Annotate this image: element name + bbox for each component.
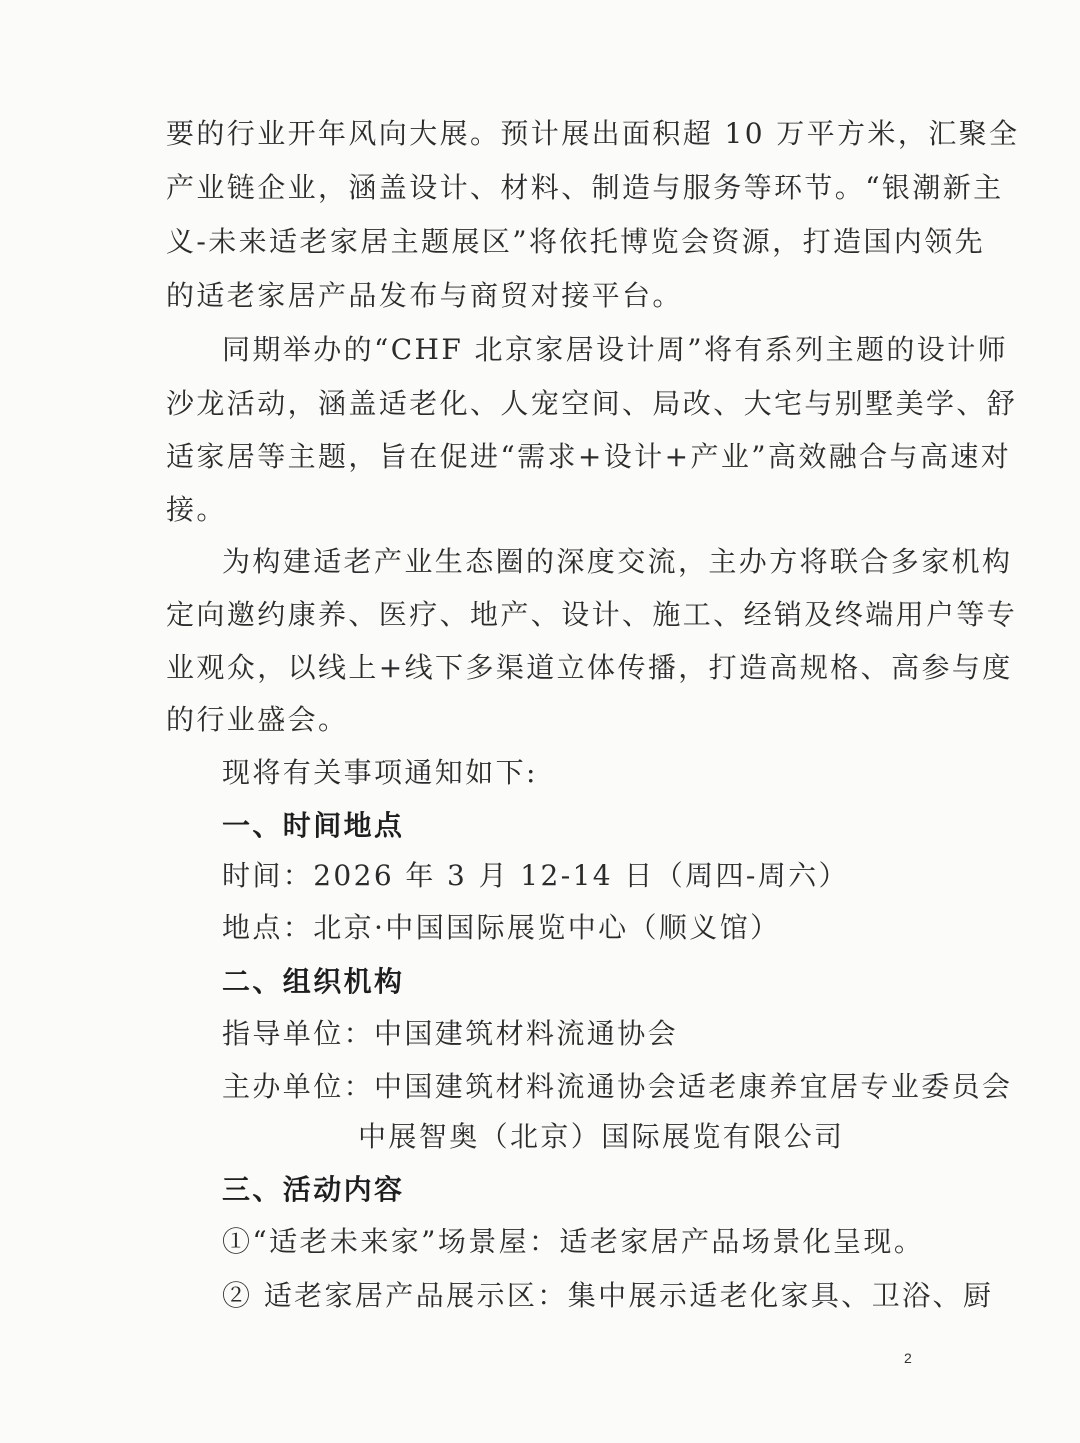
section-heading: 三、活动内容 xyxy=(222,1173,405,1206)
list-item: ② 适老家居产品展示区：集中展示适老化家具、卫浴、厨 xyxy=(222,1279,994,1312)
paragraph-line: 适家居等主题，旨在促进“需求+设计+产业”高效融合与高速对 xyxy=(166,440,1012,473)
paragraph-line: 同期举办的“CHF 北京家居设计周”将有系列主题的设计师 xyxy=(222,333,1009,366)
paragraph-line: 定向邀约康养、医疗、地产、设计、施工、经销及终端用户等专 xyxy=(166,598,1018,631)
paragraph-line: 为构建适老产业生态圈的深度交流，主办方将联合多家机构 xyxy=(222,545,1013,578)
paragraph-line: 业观众，以线上+线下多渠道立体传播，打造高规格、高参与度 xyxy=(166,651,1013,684)
list-item: ①“适老未来家”场景屋：适老家居产品场景化呈现。 xyxy=(222,1225,925,1258)
detail-line: 时间：2026 年 3 月 12-14 日（周四-周六） xyxy=(222,859,849,892)
detail-line: 主办单位：中国建筑材料流通协会适老康养宜居专业委员会 xyxy=(222,1070,1013,1103)
section-heading: 一、时间地点 xyxy=(222,809,405,842)
paragraph-line: 的适老家居产品发布与商贸对接平台。 xyxy=(166,279,683,312)
paragraph-line: 接。 xyxy=(166,493,227,526)
paragraph-line: 产业链企业，涵盖设计、材料、制造与服务等环节。“银潮新主 xyxy=(166,171,1004,204)
paragraph-line: 的行业盛会。 xyxy=(166,703,349,736)
paragraph-line: 现将有关事项通知如下: xyxy=(222,756,538,789)
section-heading: 二、组织机构 xyxy=(222,965,405,998)
page-number: 2 xyxy=(904,1350,912,1366)
paragraph-line: 要的行业开年风向大展。预计展出面积超 10 万平方米，汇聚全 xyxy=(166,117,1020,150)
detail-line: 指导单位：中国建筑材料流通协会 xyxy=(222,1017,679,1050)
detail-line: 地点：北京·中国国际展览中心（顺义馆） xyxy=(222,911,781,944)
paragraph-line: 沙龙活动，涵盖适老化、人宠空间、局改、大宅与别墅美学、舒 xyxy=(166,387,1018,420)
detail-line: 中展智奥（北京）国际展览有限公司 xyxy=(358,1120,845,1153)
paragraph-line: 义-未来适老家居主题展区”将依托博览会资源，打造国内领先 xyxy=(166,225,985,258)
